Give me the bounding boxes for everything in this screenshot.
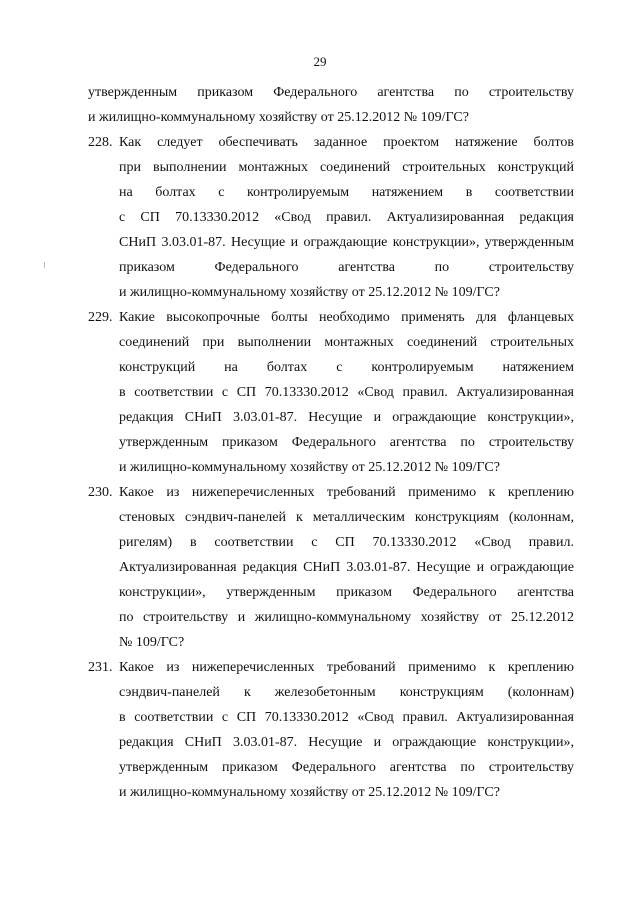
question-line: конструкций на болтах с контролируемым натяжением xyxy=(119,360,574,375)
question-line: стеновых сэндвич-панелей к металлическим конструкциям (колоннам, xyxy=(119,510,574,525)
question-line: Какое из нижеперечисленных требований применимо к креплению xyxy=(119,485,574,500)
document-body xyxy=(88,80,574,805)
question-line: соединений при выполнении монтажных соединений строительных xyxy=(119,335,574,350)
question-line: ригелям) в соответствии с СП 70.13330.2012 «Свод правил. xyxy=(119,535,574,550)
question-line: и жилищно-коммунальному хозяйству от 25.12.2012 № 109/ГС? xyxy=(119,285,500,300)
question-230 xyxy=(88,480,574,655)
question-line: конструкции», утвержденным приказом Федерального агентства xyxy=(119,585,574,600)
question-line: утвержденным приказом Федерального агентства по строительству xyxy=(119,760,574,775)
question-228 xyxy=(88,130,574,305)
question-line: редакция СНиП 3.03.01-87. Несущие и ограждающие конструкции», xyxy=(119,735,574,750)
question-229 xyxy=(88,305,574,480)
page-number: 29 xyxy=(313,54,327,69)
question-line: № 109/ГС? xyxy=(119,635,185,650)
question-line: Как следует обеспечивать заданное проектом натяжение болтов xyxy=(119,135,574,150)
continuation-line: и жилищно-коммунальному хозяйству от 25.12.2012 № 109/ГС? xyxy=(88,110,469,125)
question-line: с СП 70.13330.2012 «Свод правил. Актуализированная редакция xyxy=(119,210,574,225)
question-line: на болтах с контролируемым натяжением в соответствии xyxy=(119,185,574,200)
question-number: 231. xyxy=(88,660,113,675)
question-line: приказом Федерального агентства по строительству xyxy=(119,260,574,275)
question-line: в соответствии с СП 70.13330.2012 «Свод правил. Актуализированная xyxy=(119,710,574,725)
question-line: в соответствии с СП 70.13330.2012 «Свод правил. Актуализированная xyxy=(119,385,574,400)
question-line: по строительству и жилищно-коммунальному хозяйству от 25.12.2012 xyxy=(119,610,574,625)
question-line: Какие высокопрочные болты необходимо применять для фланцевых xyxy=(119,310,574,325)
question-first-line xyxy=(88,130,574,155)
question-line: и жилищно-коммунальному хозяйству от 25.12.2012 № 109/ГС? xyxy=(119,460,500,475)
question-line: при выполнении монтажных соединений строительных конструкций xyxy=(119,160,574,175)
question-line: утвержденным приказом Федерального агентства по строительству xyxy=(119,435,574,450)
question-line: Какое из нижеперечисленных требований применимо к креплению xyxy=(119,660,574,675)
question-line: Актуализированная редакция СНиП 3.03.01-87. Несущие и ограждающие xyxy=(119,560,574,575)
question-first-line xyxy=(88,655,574,680)
question-number: 230. xyxy=(88,485,113,500)
question-number: 229. xyxy=(88,310,113,325)
question-line: редакция СНиП 3.03.01-87. Несущие и ограждающие конструкции», xyxy=(119,410,574,425)
question-first-line xyxy=(88,480,574,505)
question-first-line xyxy=(88,305,574,330)
scan-artifact-mark xyxy=(44,262,45,268)
question-line: сэндвич-панелей к железобетонным конструкциям (колоннам) xyxy=(119,685,574,700)
continuation-paragraph xyxy=(88,80,574,130)
question-line: и жилищно-коммунальному хозяйству от 25.12.2012 № 109/ГС? xyxy=(119,785,500,800)
continuation-line: утвержденным приказом Федерального агентства по строительству xyxy=(88,85,574,100)
question-number: 228. xyxy=(88,135,113,150)
question-line: СНиП 3.03.01-87. Несущие и ограждающие конструкции», утвержденным xyxy=(119,235,574,250)
question-231 xyxy=(88,655,574,805)
